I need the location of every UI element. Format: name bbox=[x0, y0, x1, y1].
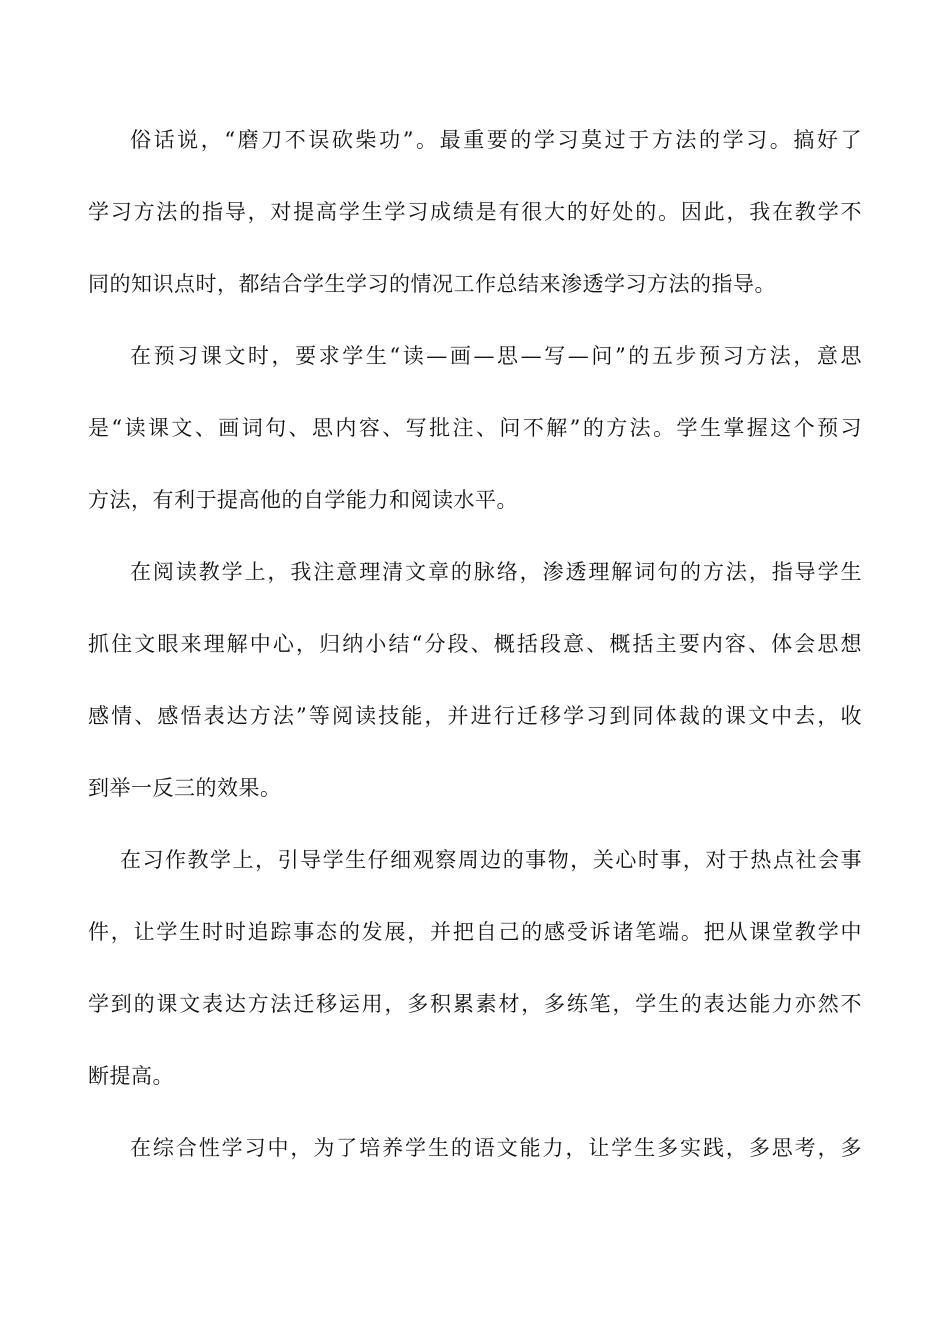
paragraph-2 bbox=[88, 336, 862, 552]
document-body bbox=[88, 120, 862, 1200]
paragraph-line: 学到的课文表达方法迁移运用，多积累素材，多练笔，学生的表达能力亦然不 bbox=[88, 992, 862, 1016]
paragraph-line: 感情、感悟表达方法”等阅读技能，并进行迁移学习到同体裁的课文中去，收 bbox=[88, 704, 862, 728]
paragraph-line: 学习方法的指导，对提高学生学习成绩是有很大的好处的。因此，我在教学不 bbox=[88, 200, 862, 224]
paragraph-line: 同的知识点时，都结合学生学习的情况工作总结来渗透学习方法的指导。 bbox=[88, 272, 776, 296]
paragraph-line: 是“读课文、画词句、思内容、写批注、问不解”的方法。学生掌握这个预习 bbox=[88, 416, 862, 440]
paragraph-line: 方法，有利于提高他的自学能力和阅读水平。 bbox=[88, 488, 518, 512]
paragraph-1 bbox=[88, 120, 862, 336]
paragraph-line: 断提高。 bbox=[88, 1064, 174, 1088]
paragraph-line: 在习作教学上，引导学生仔细观察周边的事物，关心时事，对于热点社会事 bbox=[120, 848, 862, 872]
paragraph-3 bbox=[88, 552, 862, 840]
paragraph-line: 件，让学生时时追踪事态的发展，并把自己的感受诉诸笔端。把从课堂教学中 bbox=[88, 920, 862, 944]
paragraph-line: 在预习课文时，要求学生“读—画—思—写—问”的五步预习方法，意思 bbox=[130, 344, 862, 368]
paragraph-line: 在综合性学习中，为了培养学生的语文能力，让学生多实践，多思考，多 bbox=[130, 1136, 862, 1160]
paragraph-line: 到举一反三的效果。 bbox=[88, 776, 282, 800]
paragraph-line: 抓住文眼来理解中心，归纳小结“分段、概括段意、概括主要内容、体会思想 bbox=[88, 632, 862, 656]
paragraph-4 bbox=[88, 840, 862, 1128]
paragraph-line: 俗话说，“磨刀不误砍柴功”。最重要的学习莫过于方法的学习。搞好了 bbox=[130, 128, 862, 152]
paragraph-line: 在阅读教学上，我注意理清文章的脉络，渗透理解词句的方法，指导学生 bbox=[130, 560, 862, 584]
paragraph-5 bbox=[88, 1128, 862, 1200]
